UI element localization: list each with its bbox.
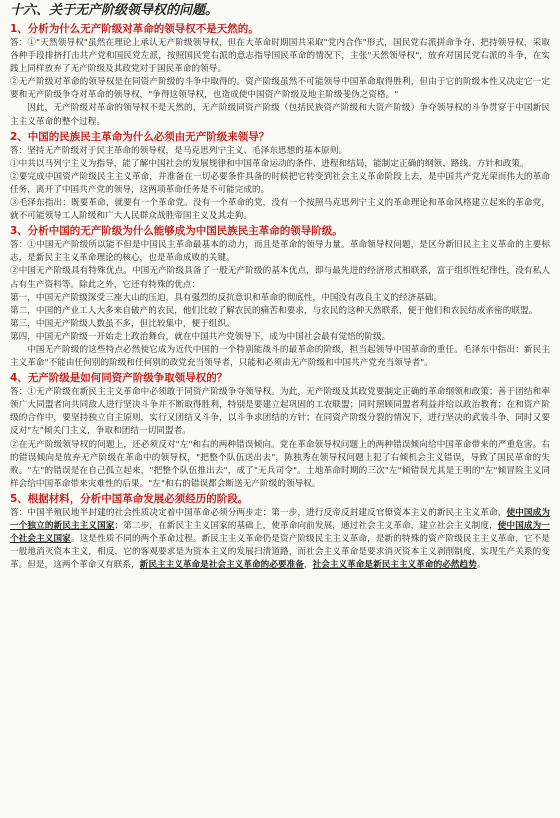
answer-5-text-2: 。这是性质不同的两个革命过程。新民主主义革命仍是资产阶级民主主义革命，是新的特殊的资产阶级民主主义革命，它不是一般地消灭资本主义，相反，它的客观要求是为资本主义的发展扫清道路，而社会主义革命是要求消灭资本主义剥削制度，实现生产关系的变革。但是，这两个革命又有联系， [10,534,550,571]
answer-2-para-2: ①中共以马列宁主义为指导，能了解中国社会的发展规律和中国革命运动的条件、进程和结局，能制定正确的纲领、路线、方针和政策。 [10,158,529,169]
answer-4-para-1: 答：①无产阶级在新民主主义革命中必须敢于同资产阶级争夺领导权。为此，无产阶级及其政党要制定正确的革命纲领和政策；善于团结和率领广大同盟者向共同敌人进行坚决斗争并不断取得胜利，特别是要建立起巩固的工农联盟；同时照顾同盟者利益并给以政治教育；在和资产阶级的合作中，要坚持独立自主原则，实行又团结又斗争，以斗争求团结的方针；在同资产阶级分裂的情况下，进行坚决的武装斗争，同时又要反对"左"倾关门主义，争取和团结一切同盟者。 [10,387,550,437]
answer-3-para-3: 第一，中国无产阶级深受三座大山的压迫，具有强烈的反抗意识和革命的彻底性，中国没有改良主义的经济基础。 [10,292,443,303]
section-3 [10,224,550,370]
answer-1-para-2: ②无产阶级对革命的领导权是在同资产阶级的斗争中取得的。资产阶级虽然不可能领导中国革命取得胜利，但由于它的阶级本性又决定它一定要和无产阶级争夺对革命的领导权，"争得这领导权，也造成使中国资产阶级及地主阶级斐伪之资格。" [10,77,550,101]
section-5 [10,492,550,572]
page-title: 十六、关于无产阶级领导权的问题。 [10,3,219,18]
answer-3-para-5: 第三，中国无产阶级人数虽不多，但比较集中，便于组织。 [10,318,235,329]
key-point-3: 新民主主义革命是社会主义革命的必要准备 [139,560,304,571]
key-point-2: 使中国成为一个社会主义国家 [10,521,550,545]
answer-5-text-1: ；第二步，在新民主主义国家的基础上，使革命向前发展，通过社会主义革命，建立社会主义制度， [114,521,498,531]
question-1: 1、分析为什么无产阶级对革命的领导权不是天然的。 [10,23,259,35]
answer-3-para-2: ②中国无产阶级具有特殊优点。中国无产阶级具备了一般无产阶级的基本优点，即与最先进的经济形式相联系，富于组织性纪律性，没有私人占有生产资料等。除此之外，它还有特殊的优点： [10,266,550,290]
question-3: 3、分析中国的无产阶级为什么能够成为中国民族民主革命的领导阶级。 [10,225,343,238]
answer-3-para-4: 第二，中国的产业工人大多来自破产的农民，他们比较了解农民的痛苦和要求，与农民的这种天然联系，便于他们和农民结成亲密的联盟。 [10,305,538,316]
document-page [10,2,550,814]
answer-3-para-6: 第四，中国无产阶级一开始走上政治舞台，就在中国共产党领导下，成为中国社会最有觉悟的阶级。 [10,331,391,342]
answer-5-para-1 [10,507,550,572]
question-4: 4、无产阶级是如何同资产阶级争取领导权的？ [10,372,228,385]
answer-1-para-1: 答：①"天然领导权"虽然在理论上承认无产阶级领导权，但在大革命时期国共采取"党内合作"形式，国民党右派拼命争夺、把持领导权，采取各种手段排挤打击共产党和国民党左派，按照国民党右派的意志指导国民革命的情况下，主张"天然领导权"，放弃对国民党右派的斗争，在实践上同样放弃了无产阶级及其政党对于国民革命的领导。 [10,38,550,75]
answer-2-para-4: ③毛泽东指出：既要革命，就要有一个革命党。没有一个革命的党，没有一个按照马克思列宁主义的革命理论和革命风格建立起来的革命党，就不可能领导工人阶级和广大人民群众战胜帝国主义及其走狗。 [10,198,550,222]
answer-2-para-1: 答：坚持无产阶级对于民主革命的领导权，是马克思列宁主义、毛泽东思想的基本原则。 [10,145,348,156]
key-point-1: 使中国成为一个独立的新民主主义国家 [10,507,550,531]
question-5: 5、根据材料，分析中国革命发展必须经历的阶段。 [10,492,249,505]
answer-5-text-4: 。 [476,560,486,571]
answer-5-intro: 答：中国半殖民地半封建的社会性质决定着中国革命必须分两步走：第一步，进行反帝反封建反官僚资本主义的新民主主义革命， [10,507,507,518]
key-point-4: 社会主义革命是新民主主义革命的必然趋势 [312,560,477,571]
answer-1-para-3: 因此，无产阶级对革命的领导权不是天然的，无产阶级同资产阶级（包括民族资产阶级和大资产阶级）争夺领导权的斗争贯穿于中国新民主主义革命的整个过程。 [10,103,550,127]
answer-3-para-7: 中国无产阶级的这些特点必然使它成为近代中国的一个特别能战斗的最革命的阶级，担当起领导中国革命的重任。毛泽东中指出：新民主主义革命"不能由任何别的阶级和任何别的政党充当领导者，只能和必须由无产阶级和中国共产党充当领导者"。 [10,344,550,369]
answer-3-para-1: 答：①中国无产阶级所以能不但是中国民主革命最基本的动力，而且是革命的领导力量。革命领导权问题，是区分新旧民主主义革命的主要标志，是新民主主义革命理论的核心，也是革命成败的关键。 [10,240,550,264]
section-1 [10,22,550,129]
section-4 [10,371,550,491]
answer-5-text-3: ， [303,560,313,571]
answer-4-para-2: ②在无产阶级领导权的问题上，还必须反对"左"和右的两种错误倾向。党在革命领导权问题上的两种错误倾向给中国革命带来的严重危害。右的错误倾向是放弃无产阶级在革命中的领导权，"把整个队伍送出去"，陈独秀在领导权问题上犯了右倾机会主义错误，导致了国民革命的失败。"左"的错误是在自己孤立起来，"把整个队伍推出去"，成了"无兵司令"。土地革命时期的三次"左"倾错误尤其是王明的"左"倾冒险主义同样会给中国革命带来灾难性的后果。"左"和右的错误都会断送无产阶级的领导权。 [10,439,550,489]
answer-2-para-3: ②要完成中国资产阶级民主主义革命，并准备在一切必要条件具备的时候把它转变到社会主义革命阶段上去，是中国共产党光荣而伟大的革命任务，离开了中国共产党的领导，这两项革命任务是不可能完成的。 [10,171,550,195]
question-2: 2、中国的民族民主革命为什么必须由无产阶级来领导？ [10,130,270,143]
section-2 [10,130,550,224]
